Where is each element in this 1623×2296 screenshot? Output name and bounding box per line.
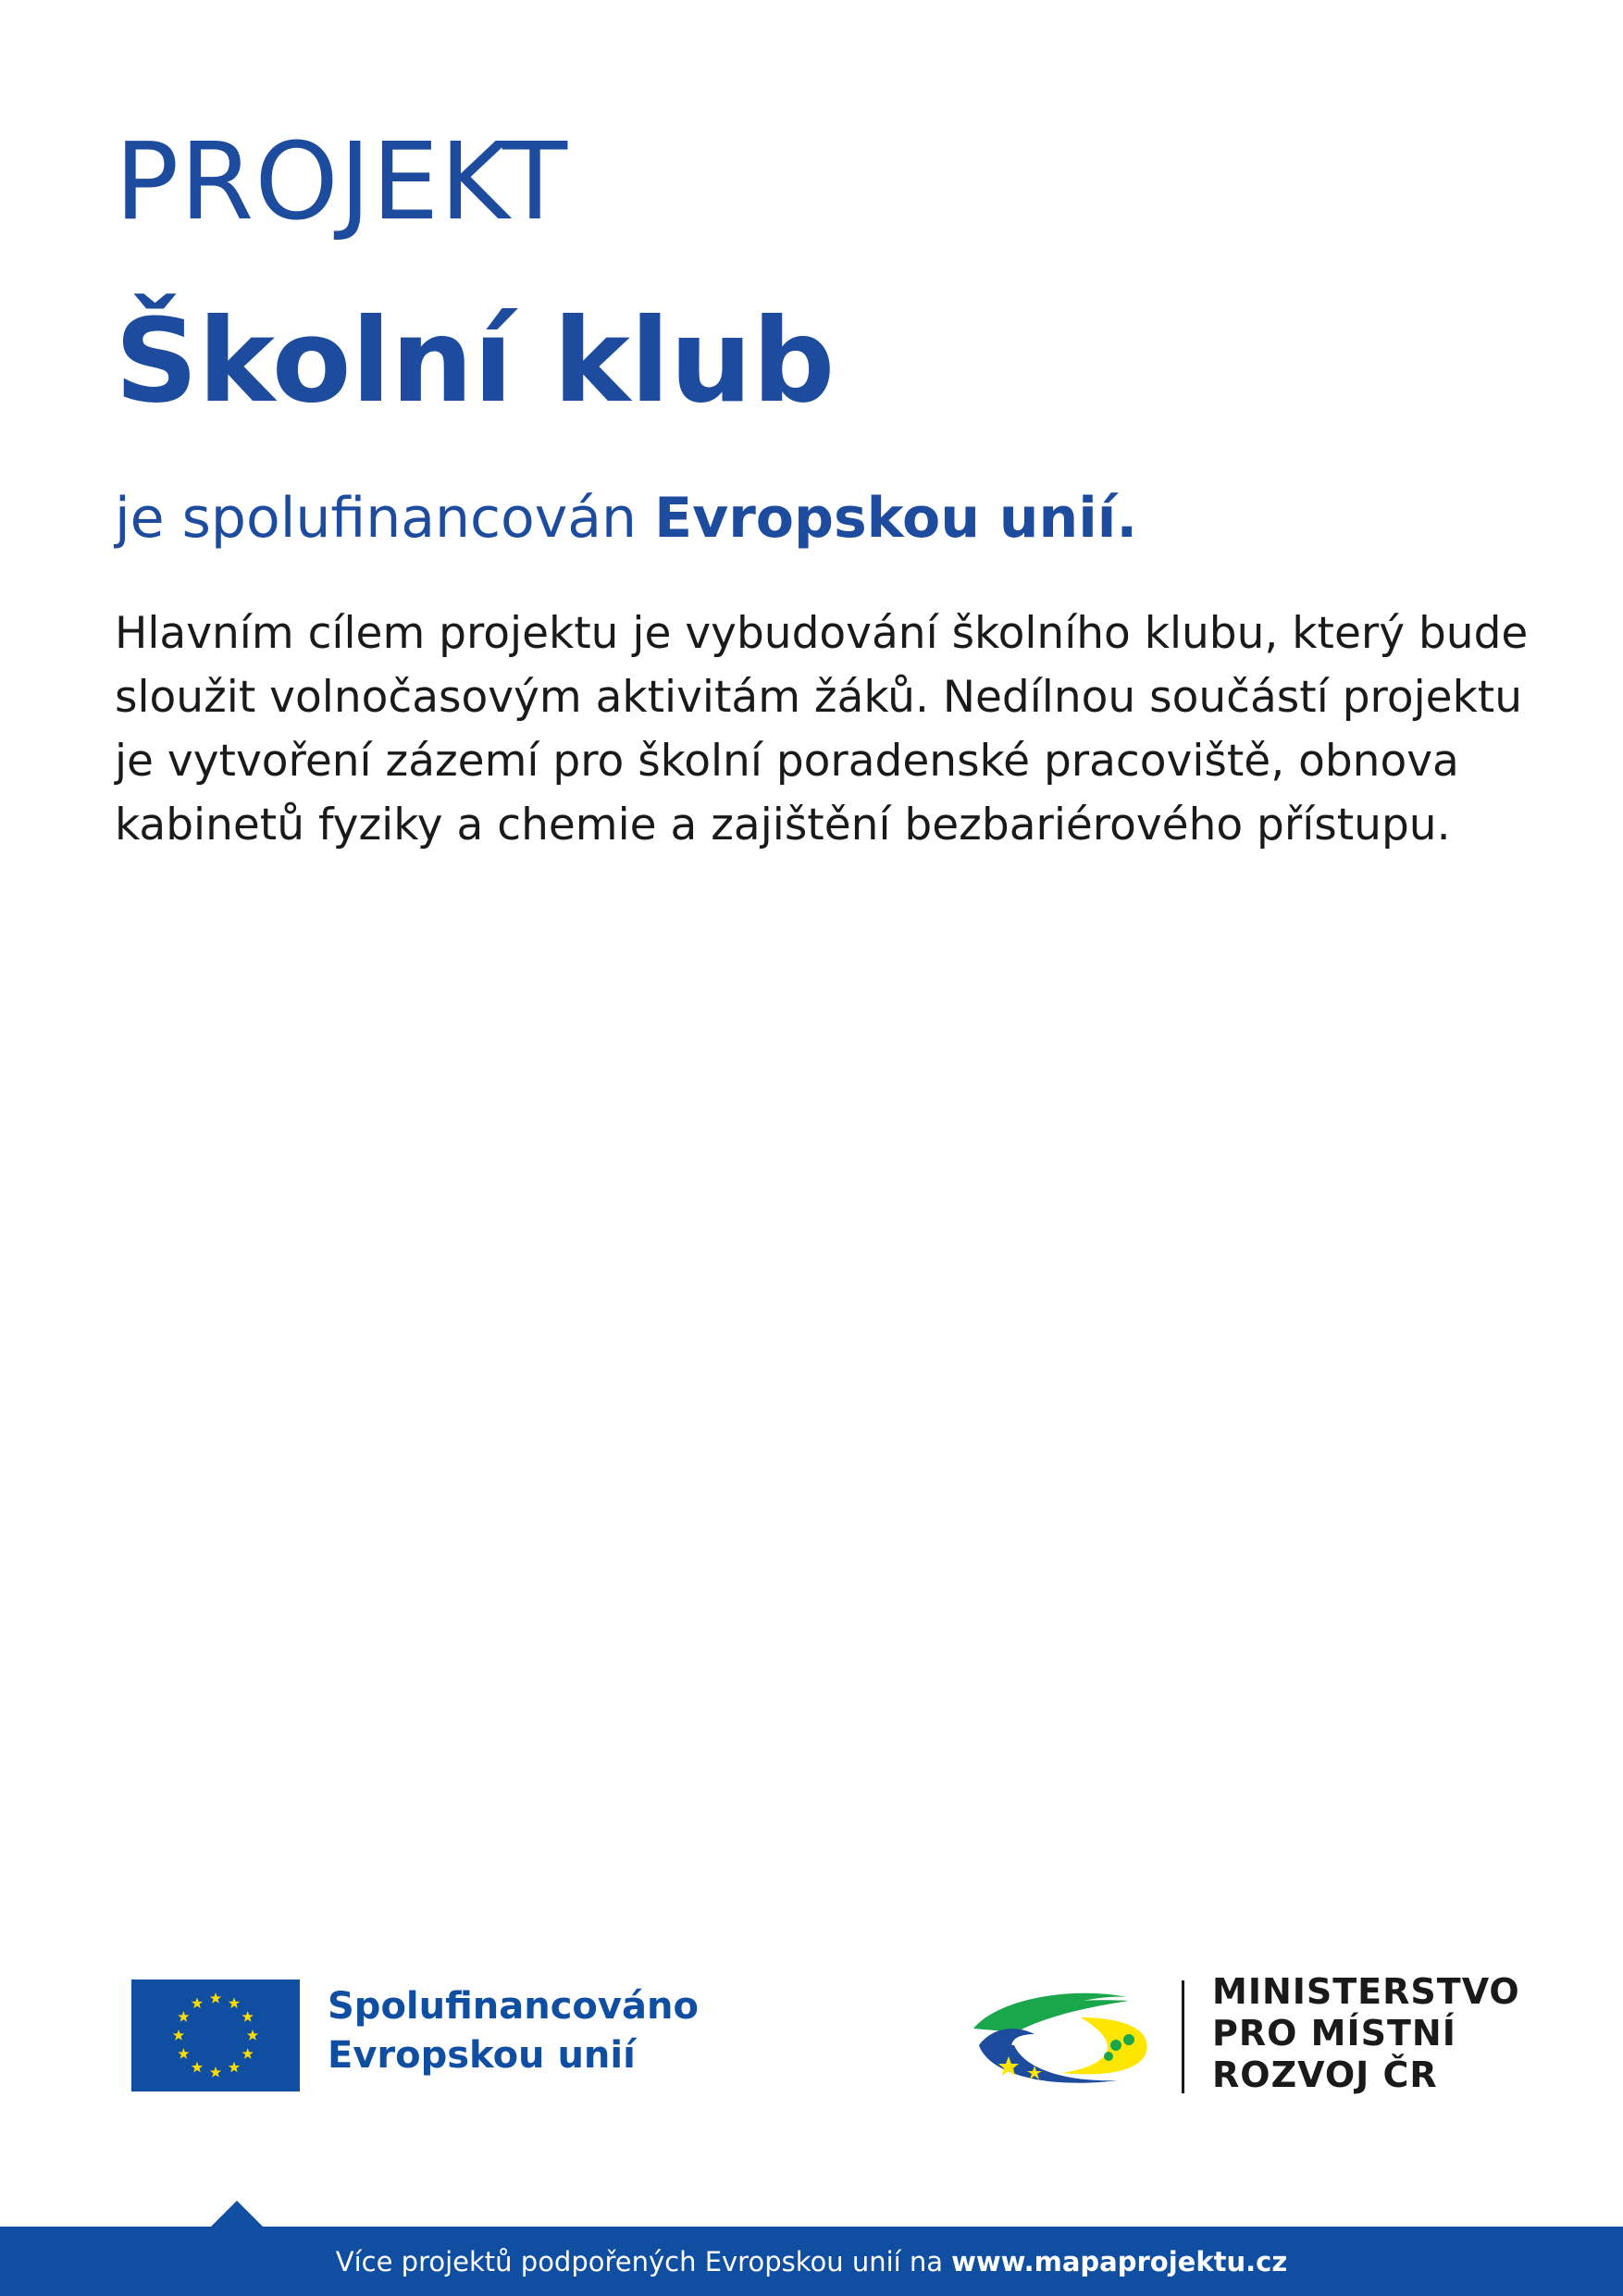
eu-star-icon	[229, 2062, 240, 2073]
eu-star-icon	[247, 2029, 258, 2041]
eu-star-icon	[192, 2062, 203, 2073]
eu-star-icon	[173, 2029, 184, 2041]
project-label: PROJEKT	[115, 120, 569, 244]
page-title: Školní klub	[115, 294, 836, 428]
mmr-logo-line3: ROZVOJ ČR	[1212, 2054, 1438, 2095]
eu-star-icon	[242, 2048, 253, 2059]
eu-star-icon	[210, 1992, 221, 2004]
eu-flag-icon	[131, 1980, 300, 2091]
eu-logo-text	[328, 1982, 699, 2080]
eu-logo-line1: Spolufinancováno	[328, 1985, 699, 2028]
footer-link[interactable]: www.mapaprojektu.cz	[951, 2245, 1288, 2277]
logo-divider	[1182, 1980, 1184, 2093]
footer-tab-notch	[211, 2201, 263, 2227]
mmr-logo-line1: MINISTERSTVO	[1212, 1971, 1520, 2012]
project-description: Hlavním cílem projektu je vybudování školního klubu, který bude sloužit volnočasovým aktivitám žáků. Nedílnou součástí projektu je vytvoření zázemí pro školní poradenské pracoviště, obnova kabinetů fyziky a chemie a zajištění bezbariérového přístupu.	[115, 608, 1529, 850]
eu-star-icon	[178, 2011, 189, 2022]
funding-subtitle	[115, 485, 1137, 552]
mmr-logo-icon	[970, 1980, 1155, 2091]
footer-text: Více projektů podpořených Evropskou unií na	[335, 2245, 944, 2277]
eu-logo-line2: Evropskou unií	[328, 2034, 636, 2077]
subtitle-prefix: je spolufinancován	[115, 486, 638, 551]
eu-star-icon	[178, 2048, 189, 2059]
mmr-logo-line2: PRO MÍSTNÍ	[1212, 2013, 1456, 2054]
eu-star-icon	[229, 1997, 240, 2008]
mmr-logo-text	[1212, 1971, 1520, 2096]
eu-star-icon	[210, 2066, 221, 2078]
footer-bar	[0, 2227, 1623, 2296]
eu-star-icon	[192, 1997, 203, 2008]
eu-star-icon	[242, 2011, 253, 2022]
subtitle-emphasis: Evropskou unií.	[654, 486, 1138, 551]
